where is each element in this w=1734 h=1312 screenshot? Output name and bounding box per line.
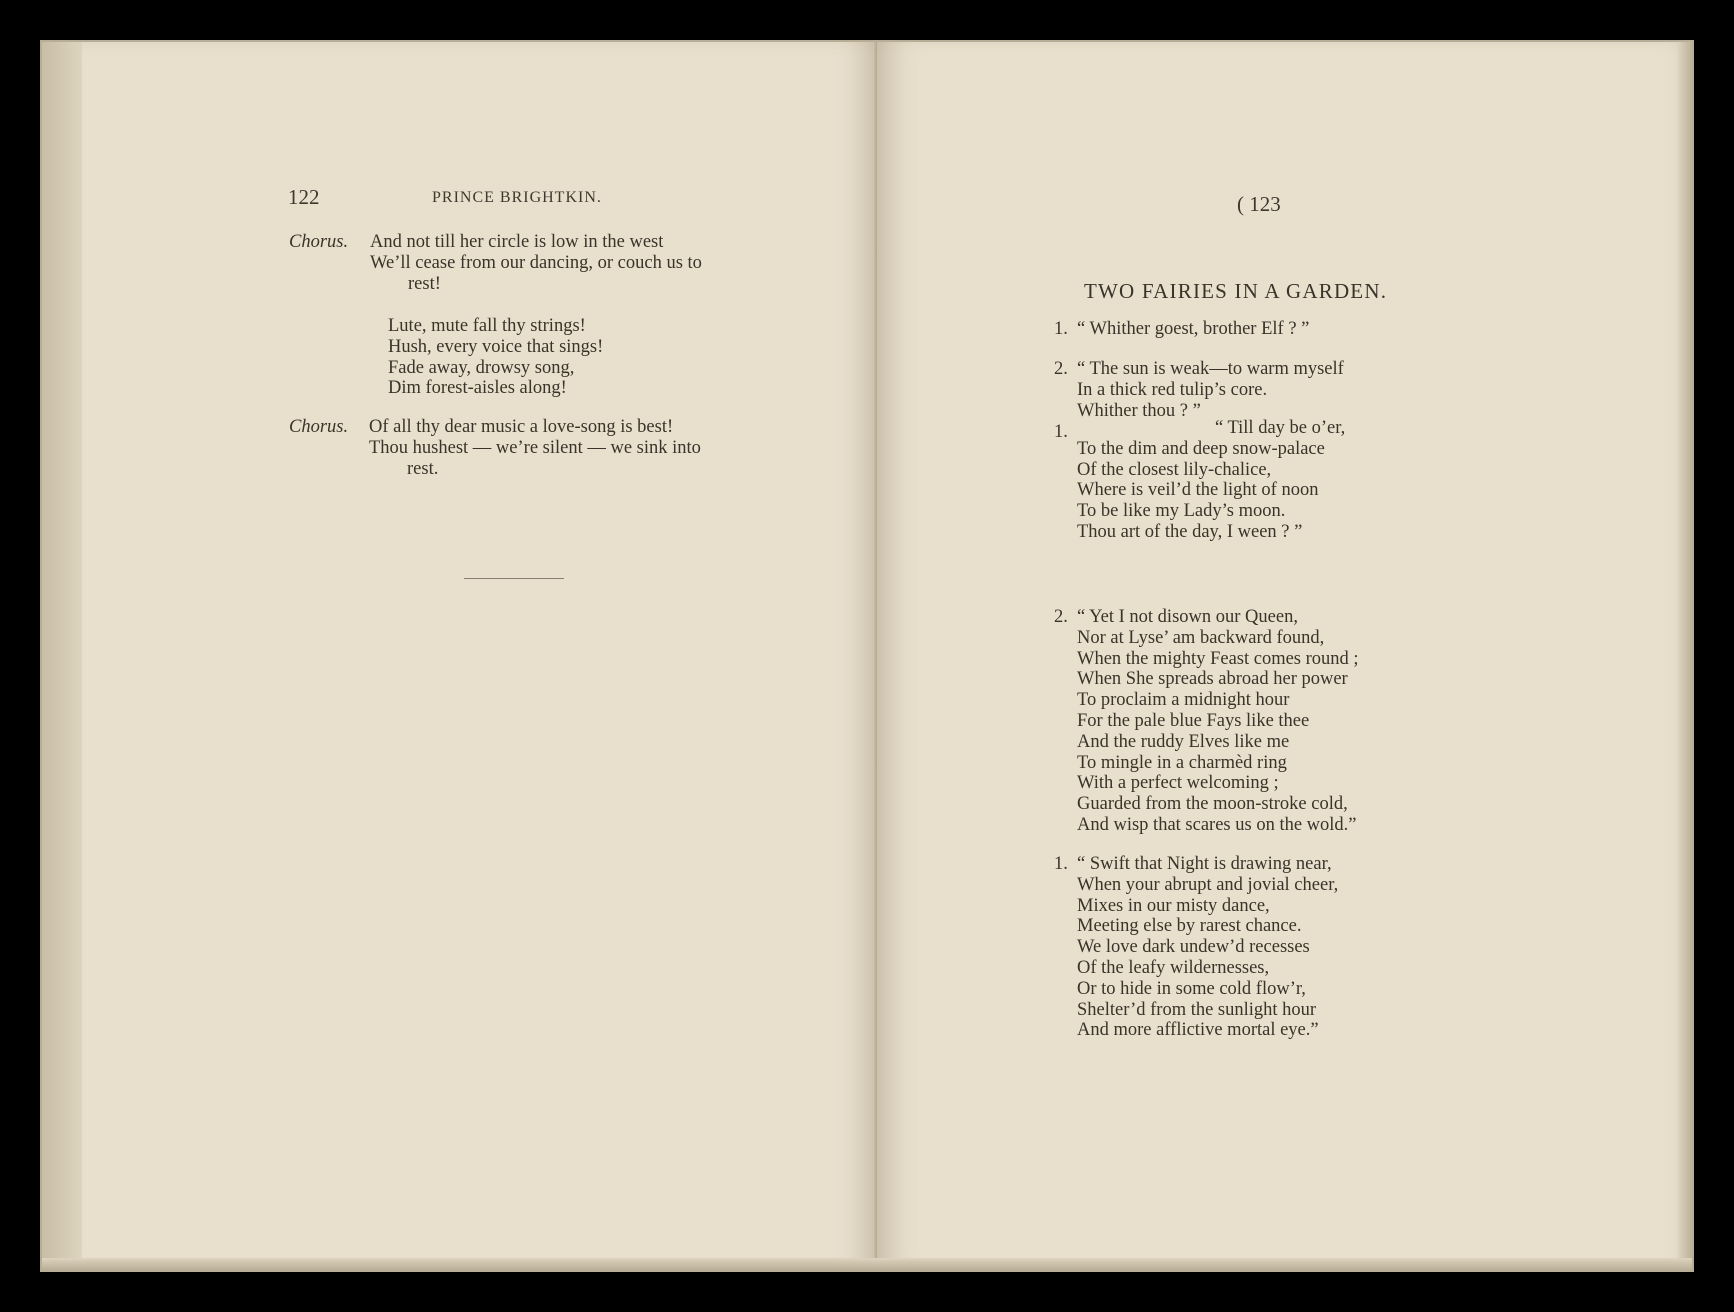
verse-line: And more afflictive mortal eye.”	[1077, 1020, 1319, 1041]
verse-line: rest!	[408, 273, 441, 294]
verse-line: Fade away, drowsy song,	[388, 357, 575, 378]
book-bottom-edge	[42, 1258, 1692, 1270]
verse-line: Shelter’d from the sunlight hour	[1077, 999, 1317, 1020]
left-page-edge	[42, 42, 82, 1270]
verse-line: In a thick red tulip’s core.	[1077, 379, 1268, 400]
verse-line: Of the leafy wildernesses,	[1077, 957, 1270, 978]
verse-line: And the ruddy Elves like me	[1077, 731, 1290, 752]
verse-line: Where is veil’d the light of noon	[1077, 480, 1319, 501]
verse-line: Thou art of the day, I ween ? ”	[1077, 521, 1303, 542]
verse-line: We love dark undew’d recesses	[1077, 937, 1310, 958]
section-divider	[464, 578, 564, 579]
verse-block	[388, 316, 603, 399]
speaker-label: Chorus.	[289, 232, 349, 252]
verse-block	[369, 417, 701, 479]
verse-line: Of the closest lily-chalice,	[1077, 459, 1272, 480]
right-page	[877, 42, 1692, 1270]
poem-title: TWO FAIRIES IN A GARDEN.	[1084, 279, 1388, 303]
left-page-number: 122	[288, 185, 320, 209]
verse-line: With a perfect welcoming ;	[1077, 773, 1279, 794]
verse-line: Lute, mute fall thy strings!	[388, 316, 586, 336]
speaker-number: 1.	[1054, 422, 1068, 442]
verse-line: “ The sun is weak—to warm myself	[1077, 359, 1344, 379]
verse-line: Dim forest-aisles along!	[388, 378, 567, 399]
verse-line: When your abrupt and jovial cheer,	[1077, 874, 1339, 895]
verse-line: “ Till day be o’er,	[1215, 418, 1346, 438]
verse-line: Mixes in our misty dance,	[1077, 895, 1270, 916]
verse-line: Whither thou ? ”	[1077, 400, 1201, 421]
verse-line: And wisp that scares us on the wold.”	[1077, 814, 1357, 835]
verse-line: For the pale blue Fays like thee	[1077, 710, 1310, 731]
verse-line: Of all thy dear music a love-song is best!	[369, 417, 674, 437]
verse-line: And not till her circle is low in the west	[370, 232, 664, 252]
verse-block	[1077, 319, 1309, 340]
running-head: PRINCE BRIGHTKIN.	[432, 189, 602, 206]
verse-line: Hush, every voice that sings!	[388, 336, 604, 357]
verse-line: To proclaim a midnight hour	[1077, 690, 1290, 711]
verse-line: To mingle in a charmèd ring	[1077, 752, 1287, 773]
verse-block	[1077, 854, 1338, 1041]
verse-line: To the dim and deep snow-palace	[1077, 438, 1325, 459]
verse-block	[1077, 607, 1359, 836]
verse-line: rest.	[407, 458, 439, 479]
verse-line: Nor at Lyse’ am backward found,	[1077, 627, 1325, 648]
verse-line: “ Yet I not disown our Queen,	[1077, 607, 1298, 627]
right-page-edge	[1678, 42, 1692, 1270]
verse-line: Or to hide in some cold flow’r,	[1077, 978, 1306, 999]
verse-line: Guarded from the moon-stroke cold,	[1077, 794, 1348, 815]
verse-line: “ Whither goest, brother Elf ? ”	[1077, 319, 1310, 339]
speaker-label: Chorus.	[289, 417, 349, 437]
verse-line: When She spreads abroad her power	[1077, 669, 1348, 690]
verse-block	[370, 232, 702, 294]
verse-line: When the mighty Feast comes round ;	[1077, 648, 1359, 669]
verse-line: To be like my Lady’s moon.	[1077, 501, 1286, 522]
speaker-number: 1.	[1054, 319, 1068, 339]
right-page-number: ( 123	[1237, 192, 1281, 216]
verse-line: Thou hushest — we’re silent — we sink into	[369, 437, 701, 458]
open-book	[40, 40, 1694, 1272]
verse-line: We’ll cease from our dancing, or couch us to	[370, 252, 702, 273]
speaker-number: 2.	[1054, 607, 1068, 627]
verse-block	[1077, 359, 1344, 421]
left-page	[42, 42, 877, 1270]
speaker-number: 2.	[1054, 359, 1068, 379]
verse-block	[1077, 418, 1346, 543]
verse-line: Meeting else by rarest chance.	[1077, 916, 1302, 937]
speaker-number: 1.	[1054, 854, 1068, 874]
verse-line: “ Swift that Night is drawing near,	[1077, 854, 1332, 874]
